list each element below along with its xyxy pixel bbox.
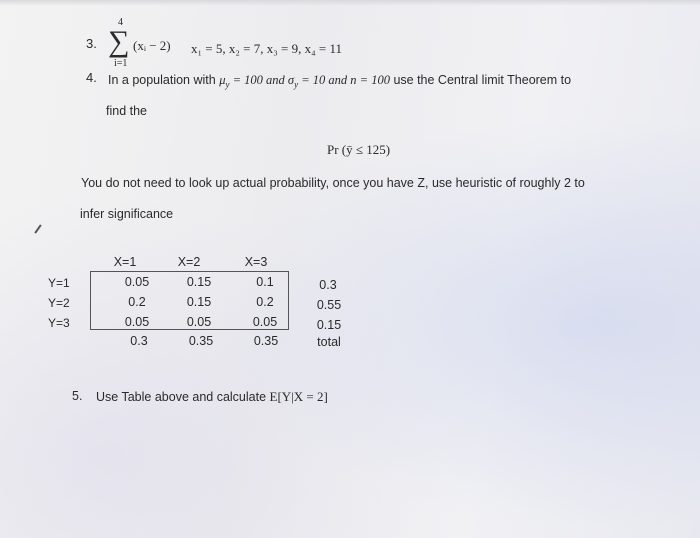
pen-mark: [34, 224, 41, 233]
col-total: 0.35: [188, 334, 214, 348]
row-total: 0.55: [316, 298, 342, 312]
top-edge-shadow: [0, 0, 700, 6]
sigma-symbol: σ: [287, 73, 295, 87]
x-values: x₁ = 5, x₂ = 7, x₃ = 9, x₄ = 11: [191, 41, 342, 56]
row-header: Y=1: [48, 276, 70, 290]
col-header: X=3: [244, 255, 268, 269]
sum-lower-limit: i=1: [114, 58, 128, 69]
table-cell: 0.15: [186, 275, 212, 289]
q4-text-d: use the Central limit Theorem to: [389, 73, 572, 87]
table-cell: 0.05: [124, 315, 150, 329]
question-4-line-2: find the: [106, 104, 148, 118]
question-5-number: 5.: [72, 389, 83, 403]
summation-symbol: ∑: [108, 25, 130, 58]
row-total: 0.3: [319, 278, 337, 292]
row-header: Y=3: [48, 316, 70, 330]
table-cell: 0.05: [186, 315, 212, 329]
sum-upper-limit: 4: [118, 17, 123, 28]
summation-expression: (xᵢ − 2): [133, 38, 171, 53]
total-label: total: [317, 335, 341, 349]
question-5-prompt: Use Table above and calculate: [96, 390, 270, 404]
note-line-2: infer significance: [80, 207, 174, 221]
table-cell: 0.1: [256, 275, 274, 289]
col-header: X=1: [113, 255, 137, 269]
question-4-number: 4.: [86, 70, 97, 85]
mu-symbol: μ: [219, 73, 226, 87]
col-total: 0.35: [253, 334, 279, 348]
row-header: Y=2: [48, 296, 70, 310]
col-total: 0.3: [130, 334, 148, 348]
table-cell: 0.05: [252, 315, 278, 329]
question-5-text: [96, 389, 328, 405]
table-cell: 0.05: [124, 275, 150, 289]
probability-expression: Pr (ȳ ≤ 125): [327, 142, 391, 157]
q4-text-a: In a population with: [108, 73, 220, 87]
note-line-1: You do not need to look up actual probability, once you have Z, use heuristic of roughly 2 to: [81, 176, 585, 190]
question-3-number: 3.: [86, 36, 97, 51]
col-header: X=2: [177, 255, 201, 269]
conditional-expectation-formula: E[Y|X = 2]: [269, 389, 328, 404]
q4-text-c: = 10 and n = 100: [298, 73, 390, 87]
table-cell: 0.2: [128, 295, 146, 309]
mu-subscript: y: [225, 79, 230, 90]
sigma-subscript: y: [294, 79, 299, 90]
row-total: 0.15: [316, 318, 342, 332]
table-cell: 0.15: [186, 295, 212, 309]
q4-text-b: = 100 and: [229, 73, 288, 87]
question-4-line-1: [108, 73, 571, 90]
table-cell: 0.2: [256, 295, 274, 309]
